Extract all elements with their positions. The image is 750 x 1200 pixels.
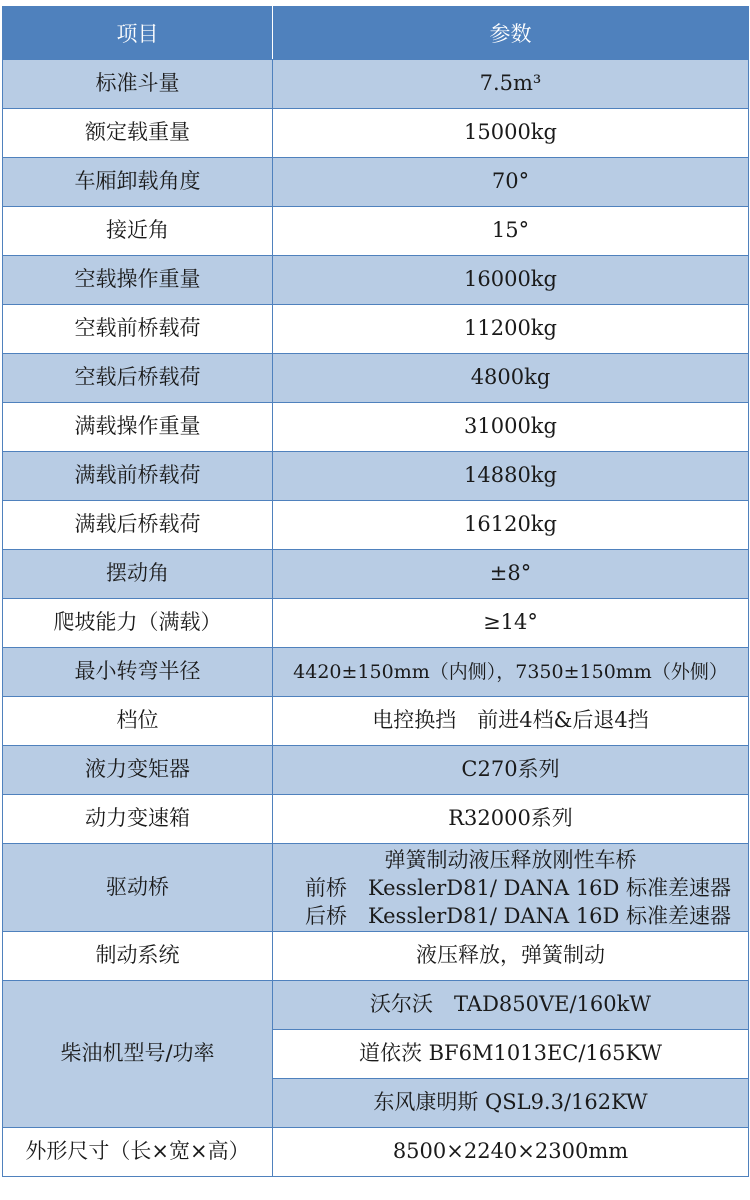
table-row: [3, 550, 749, 599]
row-label: 外形尺寸（长×宽×高）: [3, 1128, 273, 1177]
row-label: 爬坡能力（满载）: [3, 599, 273, 648]
row-label: 标准斗量: [3, 60, 273, 109]
row-label: 空载前桥载荷: [3, 305, 273, 354]
table-row: [3, 109, 749, 158]
row-label: 满载前桥载荷: [3, 452, 273, 501]
row-label: 动力变速箱: [3, 795, 273, 844]
row-label: 车厢卸载角度: [3, 158, 273, 207]
row-label: 液力变矩器: [3, 746, 273, 795]
table-row: [3, 648, 749, 697]
row-value: ≥14°: [273, 599, 749, 648]
row-value: 15°: [273, 207, 749, 256]
table-row: [3, 746, 749, 795]
table-row-engine: [3, 981, 749, 1030]
table-row: [3, 403, 749, 452]
row-value: 14880kg: [273, 452, 749, 501]
row-value: R32000系列: [273, 795, 749, 844]
engine-option: 沃尔沃 TAD850VE/160kW: [273, 981, 749, 1030]
table-row: [3, 354, 749, 403]
table-row: [3, 207, 749, 256]
row-label: 档位: [3, 697, 273, 746]
row-value: 8500×2240×2300mm: [273, 1128, 749, 1177]
row-value: 4420±150mm（内侧），7350±150mm（外侧）: [273, 648, 749, 697]
row-value: 70°: [273, 158, 749, 207]
engine-option: 道依茨 BF6M1013EC/165KW: [273, 1030, 749, 1079]
table-row: [3, 599, 749, 648]
row-label: 满载后桥载荷: [3, 501, 273, 550]
row-label: 额定载重量: [3, 109, 273, 158]
engine-option: 东风康明斯 QSL9.3/162KW: [273, 1079, 749, 1128]
row-value: 15000kg: [273, 109, 749, 158]
row-label: 接近角: [3, 207, 273, 256]
table-row-drive-axle: [3, 844, 749, 932]
row-label: 制动系统: [3, 932, 273, 981]
column-header-param: 参数: [273, 7, 749, 60]
table-header-row: [3, 7, 749, 60]
row-label: 空载后桥载荷: [3, 354, 273, 403]
row-value: 31000kg: [273, 403, 749, 452]
table-row: [3, 256, 749, 305]
row-label: 最小转弯半径: [3, 648, 273, 697]
row-value: 7.5m³: [273, 60, 749, 109]
row-value: 电控换挡 前进4档&后退4挡: [273, 697, 749, 746]
row-value: 液压释放，弹簧制动: [273, 932, 749, 981]
row-label: 柴油机型号/功率: [3, 981, 273, 1128]
drive-axle-front: 前桥 KesslerD81/ DANA 16D 标准差速器: [305, 875, 732, 900]
row-value: 16000kg: [273, 256, 749, 305]
row-label: 空载操作重量: [3, 256, 273, 305]
row-value: 4800kg: [273, 354, 749, 403]
table-row: [3, 60, 749, 109]
row-label: 摆动角: [3, 550, 273, 599]
row-value: ±8°: [273, 550, 749, 599]
table-row: [3, 501, 749, 550]
table-row: [3, 697, 749, 746]
table-row: [3, 1128, 749, 1177]
row-label: 满载操作重量: [3, 403, 273, 452]
table-row: [3, 158, 749, 207]
drive-axle-line: 弹簧制动液压释放刚性车桥: [384, 847, 637, 872]
table-row: [3, 795, 749, 844]
table-row: [3, 305, 749, 354]
row-label: 驱动桥: [3, 844, 273, 932]
drive-axle-value: [273, 844, 749, 932]
row-value: C270系列: [273, 746, 749, 795]
row-value: 16120kg: [273, 501, 749, 550]
table-row: [3, 452, 749, 501]
drive-axle-rear: 后桥 KesslerD81/ DANA 16D 标准差速器: [305, 903, 732, 928]
column-header-item: 项目: [3, 7, 273, 60]
spec-table: [2, 6, 749, 1177]
row-value: 11200kg: [273, 305, 749, 354]
table-row: [3, 932, 749, 981]
